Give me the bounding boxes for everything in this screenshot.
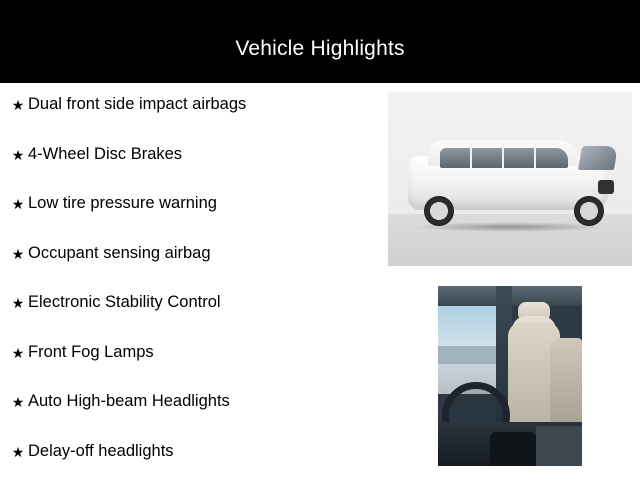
star-icon: ★ xyxy=(8,291,28,314)
list-item xyxy=(8,390,378,440)
feature-label: Delay-off headlights xyxy=(28,440,174,462)
feature-label: Dual front side impact airbags xyxy=(28,93,246,115)
feature-label: Low tire pressure warning xyxy=(28,192,217,214)
page-content xyxy=(0,83,640,480)
van-front-wheel xyxy=(574,196,604,226)
interior-passenger-seat xyxy=(550,338,582,430)
list-item xyxy=(8,341,378,391)
van-graphic xyxy=(402,134,618,228)
star-icon: ★ xyxy=(8,93,28,116)
page-header xyxy=(0,15,640,83)
vehicle-exterior-photo xyxy=(388,92,632,266)
top-band xyxy=(0,0,640,15)
feature-list xyxy=(8,93,378,489)
star-icon: ★ xyxy=(8,440,28,463)
star-icon: ★ xyxy=(8,143,28,166)
van-window-divider xyxy=(534,148,536,168)
van-window-divider xyxy=(502,148,504,168)
page-title: Vehicle Highlights xyxy=(235,37,404,61)
list-item xyxy=(8,291,378,341)
feature-label: Front Fog Lamps xyxy=(28,341,154,363)
vehicle-interior-photo xyxy=(438,286,582,466)
list-item xyxy=(8,93,378,143)
feature-label: 4-Wheel Disc Brakes xyxy=(28,143,182,165)
list-item xyxy=(8,242,378,292)
feature-label: Occupant sensing airbag xyxy=(28,242,211,264)
list-item xyxy=(8,440,378,489)
feature-label: Electronic Stability Control xyxy=(28,291,221,313)
interior-center-console xyxy=(490,432,536,466)
van-grille xyxy=(598,180,614,194)
star-icon: ★ xyxy=(8,341,28,364)
feature-label: Auto High-beam Headlights xyxy=(28,390,230,412)
van-windshield xyxy=(578,146,618,170)
van-window-divider xyxy=(470,148,472,168)
star-icon: ★ xyxy=(8,390,28,413)
van-rear-wheel xyxy=(424,196,454,226)
interior-horizon xyxy=(438,346,504,364)
star-icon: ★ xyxy=(8,242,28,265)
star-icon: ★ xyxy=(8,192,28,215)
list-item xyxy=(8,143,378,193)
interior-floor xyxy=(536,426,582,466)
van-windows xyxy=(440,148,568,168)
list-item xyxy=(8,192,378,242)
